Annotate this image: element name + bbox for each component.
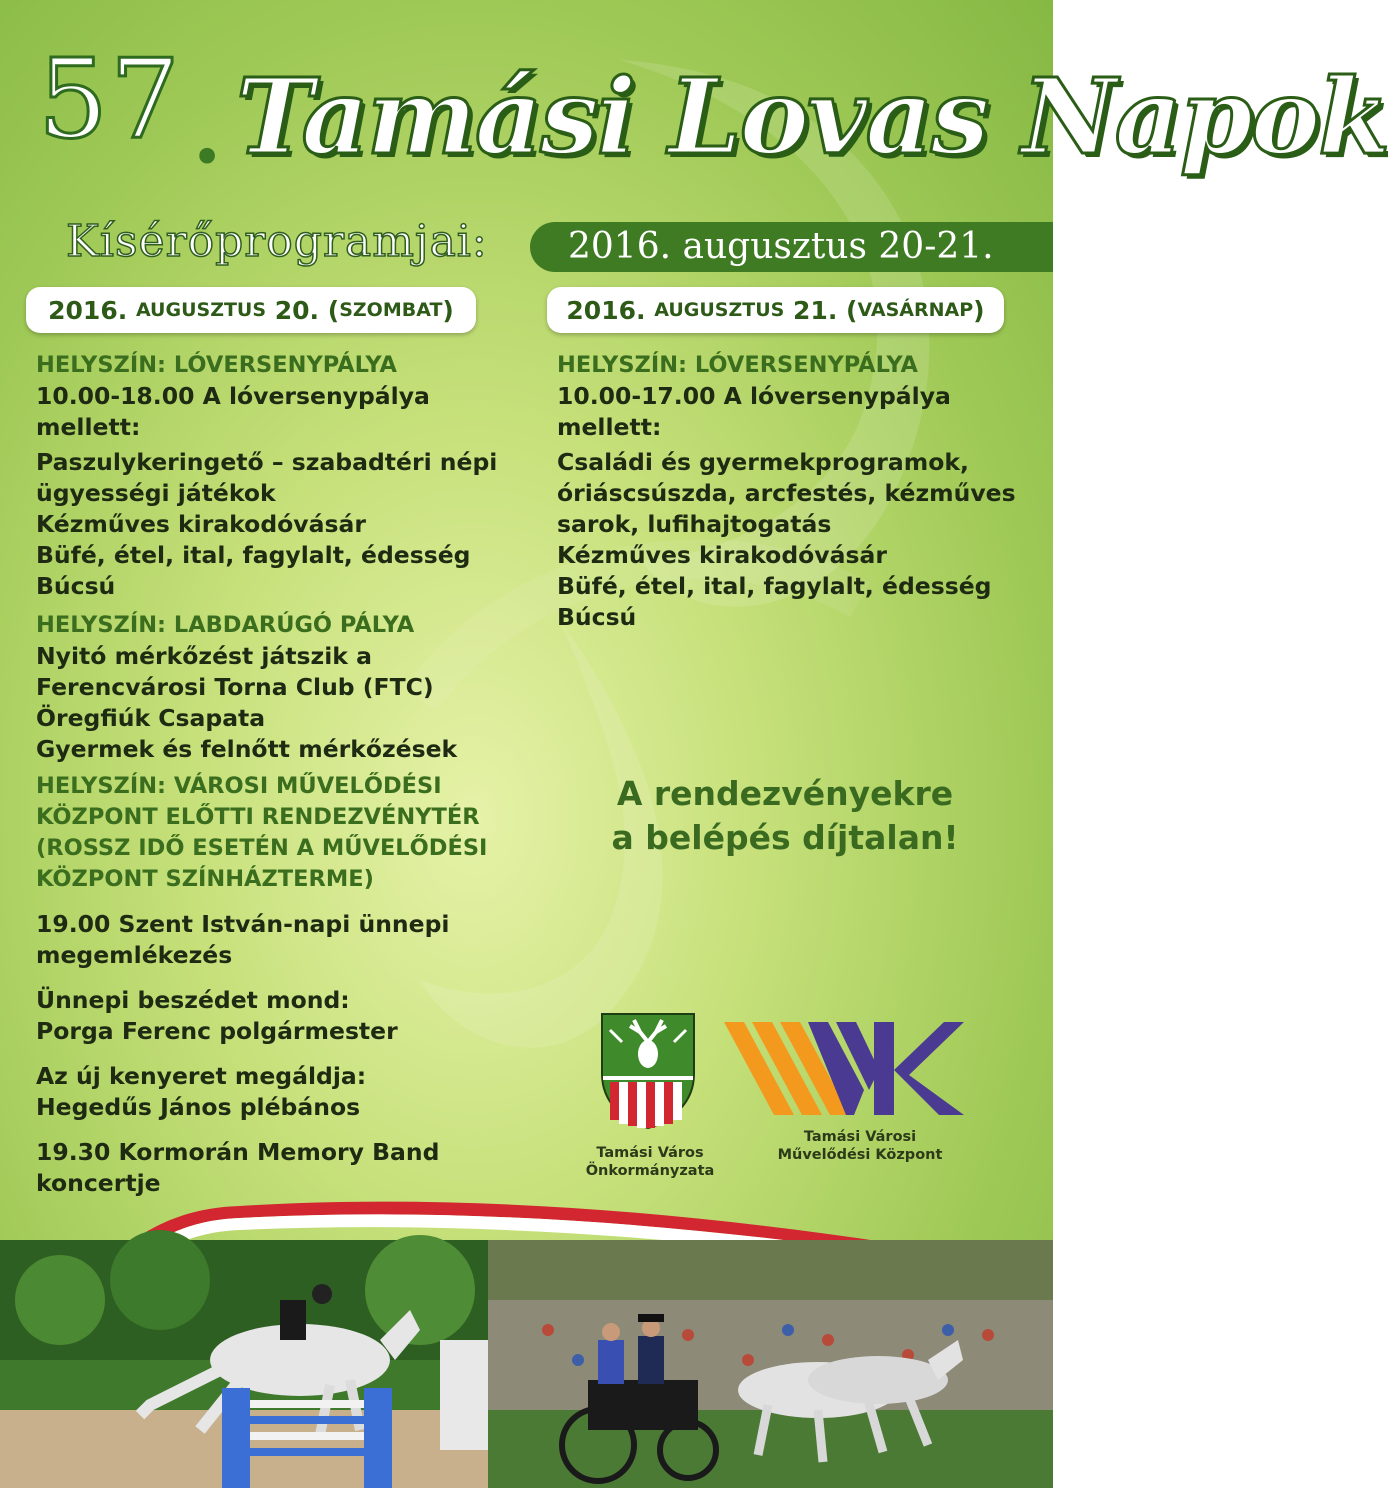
edition-dot: . [188, 52, 227, 191]
day1-location-football: HELYSZÍN: LABDARÚGÓ PÁLYA [36, 612, 415, 638]
event-line: megemlékezés [36, 941, 233, 969]
day1-year: 2016. [48, 295, 128, 325]
list-item: Családi és gyermekprogramok, [557, 448, 969, 476]
free-entry-line: a belépés díjtalan! [611, 818, 959, 857]
day2-year: 2016. [566, 295, 646, 325]
list-item: óriáscsúszda, arcfestés, kézműves [557, 479, 1016, 507]
tvmk-label [755, 1128, 965, 1164]
day1-paren-open: ( [327, 295, 340, 325]
list-item: Kézműves kirakodóvásár [557, 541, 887, 569]
edition-number: 57 [38, 35, 182, 163]
carriage-driving-photo [488, 1240, 1053, 1488]
tvmk-logo-icon [724, 1020, 964, 1120]
crest-label-line: Önkormányzata [585, 1163, 715, 1179]
crest-label [570, 1144, 730, 1180]
day1-paren-close: ) [442, 295, 454, 325]
list-item: Öregfiúk Csapata [36, 704, 266, 732]
event-line: Hegedűs János plébános [36, 1093, 361, 1121]
list-item: Ferencvárosi Torna Club (FTC) [36, 673, 434, 701]
crest-label-line: Tamási Város [596, 1145, 704, 1161]
event-line: Az új kenyeret megáldja: [36, 1062, 367, 1090]
day1-racecourse-time: 10.00-18.00 A lóversenypálya [36, 382, 430, 410]
tvmk-label-line: Tamási Városi [803, 1129, 917, 1145]
day2-month: AUGUSZTUS [654, 299, 785, 321]
day1-location-racecourse: HELYSZÍN: LÓVERSENYPÁLYA [36, 352, 397, 378]
list-item: Búcsú [36, 572, 116, 600]
list-item: Nyitó mérkőzést játszik a [36, 642, 372, 670]
day1-day: 20. [274, 295, 320, 325]
list-item: ügyességi játékok [36, 479, 276, 507]
day2-day: 21. [793, 295, 838, 325]
day1-program [36, 346, 536, 1199]
tvmk-label-line: Művelődési Központ [777, 1147, 943, 1163]
day1-month: AUGUSZTUS [135, 299, 267, 321]
list-item: Búcsú [557, 603, 637, 631]
list-item: Gyermek és felnőtt mérkőzések [36, 735, 458, 763]
day2-racecourse-time-cont: mellett: [557, 413, 662, 441]
list-item: Büfé, étel, ital, fagylalt, édesség [36, 541, 471, 569]
day1-location-culture-line: (ROSSZ IDŐ ESETÉN A MŰVELŐDÉSI [36, 835, 488, 861]
free-entry-notice [560, 772, 1010, 860]
event-line: 19.00 Szent István-napi ünnepi [36, 910, 450, 938]
list-item: Kézműves kirakodóvásár [36, 510, 366, 538]
date-range: 2016. augusztus 20-21. [568, 226, 994, 267]
list-item: sarok, lufihajtogatás [557, 510, 832, 538]
event-line: Ünnepi beszédet mond: [36, 986, 350, 1014]
event-line: koncertje [36, 1169, 161, 1197]
day1-location-culture-line: KÖZPONT ELŐTTI RENDEZVÉNYTÉR [36, 804, 480, 830]
subtitle: Kísérőprogramjai: [66, 216, 488, 267]
day2-header [547, 287, 1004, 333]
day1-location-culture-line: HELYSZÍN: VÁROSI MŰVELŐDÉSI [36, 773, 442, 799]
event-title: Tamási Lovas Napok [236, 55, 1388, 178]
day2-paren-close: ) [973, 295, 985, 325]
event-entry [36, 1061, 536, 1123]
show-jumping-photo [0, 1240, 490, 1488]
day1-weekday: SZOMBAT [339, 299, 443, 321]
list-item: Paszulykeringető – szabadtéri népi [36, 448, 498, 476]
day2-location-racecourse: HELYSZÍN: LÓVERSENYPÁLYA [557, 352, 918, 378]
list-item: Büfé, étel, ital, fagylalt, édesség [557, 572, 992, 600]
day2-racecourse-time: 10.00-17.00 A lóversenypálya [557, 382, 951, 410]
date-range-banner [530, 222, 1053, 272]
event-entry [36, 985, 536, 1047]
day1-racecourse-time-cont: mellett: [36, 413, 141, 441]
day1-header [26, 287, 476, 333]
day1-location-culture-line: KÖZPONT SZÍNHÁZTERME) [36, 866, 374, 892]
day2-program [557, 346, 1037, 633]
day2-paren-open: ( [846, 295, 858, 325]
free-entry-line: A rendezvényekre [616, 774, 954, 813]
event-line: 19.30 Kormorán Memory Band [36, 1138, 440, 1166]
day2-weekday: VASÁRNAP [857, 299, 974, 321]
town-crest-icon [600, 1012, 696, 1130]
event-entry [36, 909, 536, 971]
event-line: Porga Ferenc polgármester [36, 1017, 398, 1045]
